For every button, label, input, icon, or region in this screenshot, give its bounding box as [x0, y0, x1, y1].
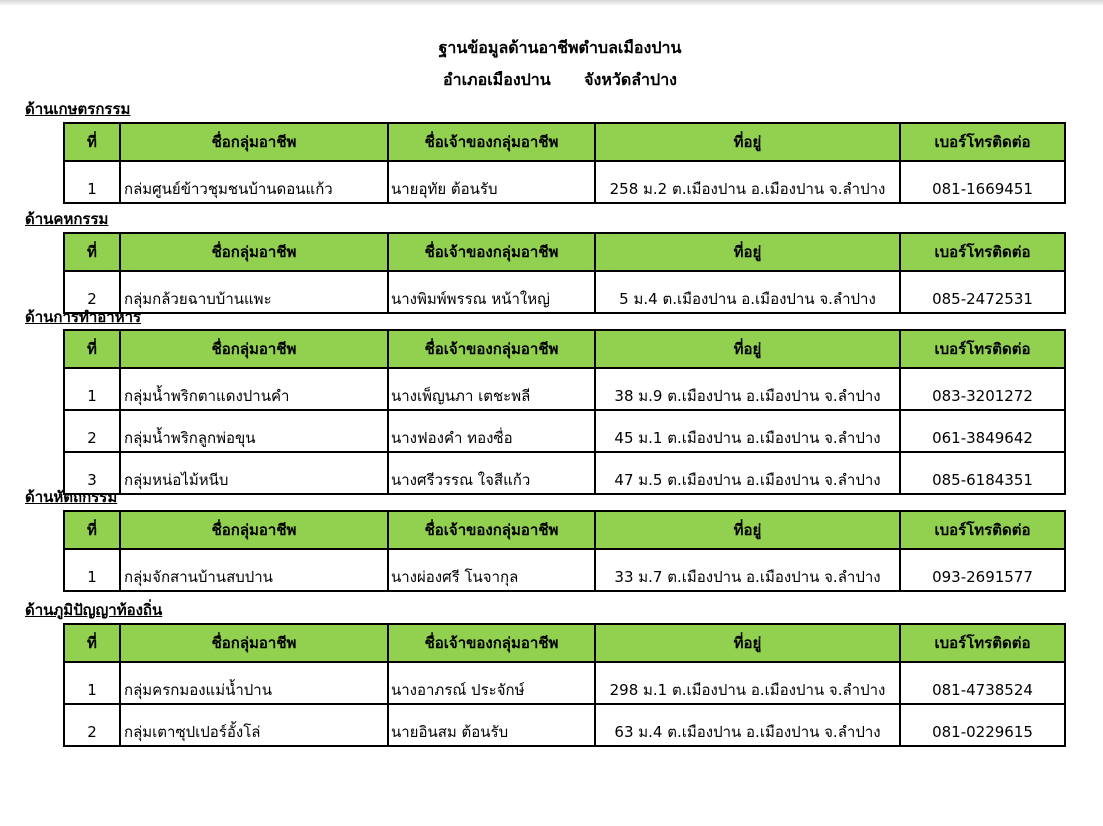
- header-address: ที่อยู่: [595, 233, 900, 271]
- cell-owner-name: นางฟองคำ ทองซื่อ: [388, 410, 595, 452]
- cell-phone-number: 085-6184351: [900, 452, 1065, 494]
- cell-phone-number: 081-1669451: [900, 161, 1065, 203]
- cell-owner-name: นางเพ็ญนภา เตชะพลี: [388, 368, 595, 410]
- occupation-group-table: [63, 232, 1066, 314]
- table-row: [64, 271, 1065, 313]
- table-header-row: [64, 511, 1065, 549]
- header-row-number: ที่: [64, 123, 120, 161]
- cell-phone-number: 083-3201272: [900, 368, 1065, 410]
- header-phone-number: เบอร์โทรติดต่อ: [900, 511, 1065, 549]
- cell-group-name: กลุ่มน้ำพริกลูกพ่อขุน: [120, 410, 388, 452]
- cell-group-name: กลุ่มจักสานบ้านสบปาน: [120, 549, 388, 591]
- header-group-name: ชื่อกลุ่มอาชีพ: [120, 233, 388, 271]
- header-group-name: ชื่อกลุ่มอาชีพ: [120, 624, 388, 662]
- cell-address: 298 ม.1 ต.เมืองปาน อ.เมืองปาน จ.ลำปาง: [595, 662, 900, 704]
- cell-row-number: 3: [64, 452, 120, 494]
- header-owner-name: ชื่อเจ้าของกลุ่มอาชีพ: [388, 511, 595, 549]
- cell-row-number: 1: [64, 368, 120, 410]
- header-phone-number: เบอร์โทรติดต่อ: [900, 330, 1065, 368]
- table-header-row: [64, 624, 1065, 662]
- table-row: [64, 452, 1065, 494]
- cell-phone-number: 061-3849642: [900, 410, 1065, 452]
- table-header-row: [64, 330, 1065, 368]
- header-row-number: ที่: [64, 624, 120, 662]
- cell-address: 63 ม.4 ต.เมืองปาน อ.เมืองปาน จ.ลำปาง: [595, 704, 900, 746]
- header-group-name: ชื่อกลุ่มอาชีพ: [120, 330, 388, 368]
- cell-row-number: 2: [64, 410, 120, 452]
- table-header-row: [64, 233, 1065, 271]
- cell-row-number: 1: [64, 662, 120, 704]
- cell-phone-number: 093-2691577: [900, 549, 1065, 591]
- header-row-number: ที่: [64, 511, 120, 549]
- occupation-group-table: [63, 122, 1066, 204]
- cell-phone-number: 081-4738524: [900, 662, 1065, 704]
- occupation-group-table: [63, 329, 1066, 495]
- occupation-group-table: [63, 510, 1066, 592]
- table-row: [64, 368, 1065, 410]
- header-phone-number: เบอร์โทรติดต่อ: [900, 233, 1065, 271]
- cell-owner-name: นายอุทัย ต้อนรับ: [388, 161, 595, 203]
- table-row: [64, 662, 1065, 704]
- table-row: [64, 410, 1065, 452]
- header-address: ที่อยู่: [595, 123, 900, 161]
- section-heading: ด้านหัตถกรรม: [25, 488, 118, 506]
- cell-group-name: กลุ่มเตาซุปเปอร์อั้งโล่: [120, 704, 388, 746]
- cell-owner-name: นางผ่องศรี โนจากุล: [388, 549, 595, 591]
- header-address: ที่อยู่: [595, 330, 900, 368]
- cell-owner-name: นางอาภรณ์ ประจักษ์: [388, 662, 595, 704]
- cell-owner-name: นางพิมพ์พรรณ หน้าใหญ่: [388, 271, 595, 313]
- header-address: ที่อยู่: [595, 624, 900, 662]
- cell-group-name: กล่มศูนย์ข้าวชุมชนบ้านดอนแก้ว: [120, 161, 388, 203]
- cell-address: 47 ม.5 ต.เมืองปาน อ.เมืองปาน จ.ลำปาง: [595, 452, 900, 494]
- table-row: [64, 549, 1065, 591]
- cell-address: 5 ม.4 ต.เมืองปาน อ.เมืองปาน จ.ลำปาง: [595, 271, 900, 313]
- cell-group-name: กลุ่มน้ำพริกตาแดงปานคำ: [120, 368, 388, 410]
- cell-phone-number: 085-2472531: [900, 271, 1065, 313]
- cell-row-number: 2: [64, 704, 120, 746]
- cell-group-name: กลุ่มกล้วยฉาบบ้านแพะ: [120, 271, 388, 313]
- section-heading: ด้านภูมิปัญญาท้องถิ่น: [25, 601, 163, 619]
- section-heading: ด้านคหกรรม: [25, 210, 109, 228]
- header-phone-number: เบอร์โทรติดต่อ: [900, 123, 1065, 161]
- header-owner-name: ชื่อเจ้าของกลุ่มอาชีพ: [388, 624, 595, 662]
- occupation-group-table: [63, 623, 1066, 747]
- cell-phone-number: 081-0229615: [900, 704, 1065, 746]
- table-header-row: [64, 123, 1065, 161]
- header-address: ที่อยู่: [595, 511, 900, 549]
- header-owner-name: ชื่อเจ้าของกลุ่มอาชีพ: [388, 233, 595, 271]
- table-row: [64, 704, 1065, 746]
- cell-address: 258 ม.2 ต.เมืองปาน อ.เมืองปาน จ.ลำปาง: [595, 161, 900, 203]
- cell-address: 38 ม.9 ต.เมืองปาน อ.เมืองปาน จ.ลำปาง: [595, 368, 900, 410]
- header-owner-name: ชื่อเจ้าของกลุ่มอาชีพ: [388, 330, 595, 368]
- cell-group-name: กลุ่มครกมองแม่น้ำปาน: [120, 662, 388, 704]
- cell-address: 33 ม.7 ต.เมืองปาน อ.เมืองปาน จ.ลำปาง: [595, 549, 900, 591]
- cell-owner-name: นายอินสม ต้อนรับ: [388, 704, 595, 746]
- header-owner-name: ชื่อเจ้าของกลุ่มอาชีพ: [388, 123, 595, 161]
- header-row-number: ที่: [64, 233, 120, 271]
- cell-row-number: 1: [64, 549, 120, 591]
- section-heading: ด้านเกษตรกรรม: [25, 100, 131, 118]
- header-group-name: ชื่อกลุ่มอาชีพ: [120, 511, 388, 549]
- cell-row-number: 2: [64, 271, 120, 313]
- cell-row-number: 1: [64, 161, 120, 203]
- table-row: [64, 161, 1065, 203]
- cell-address: 45 ม.1 ต.เมืองปาน อ.เมืองปาน จ.ลำปาง: [595, 410, 900, 452]
- document-title: ฐานข้อมูลด้านอาชีพตำบลเมืองปาน: [438, 38, 682, 57]
- cell-owner-name: นางศรีวรรณ ใจสีแก้ว: [388, 452, 595, 494]
- header-group-name: ชื่อกลุ่มอาชีพ: [120, 123, 388, 161]
- header-row-number: ที่: [64, 330, 120, 368]
- cell-group-name: กลุ่มหน่อไม้หนีบ: [120, 452, 388, 494]
- header-phone-number: เบอร์โทรติดต่อ: [900, 624, 1065, 662]
- page-top-shadow: [0, 0, 1103, 6]
- section-heading: ด้านการทำอาหาร: [25, 308, 142, 326]
- document-subtitle: อำเภอเมืองปาน จังหวัดลำปาง: [442, 70, 677, 89]
